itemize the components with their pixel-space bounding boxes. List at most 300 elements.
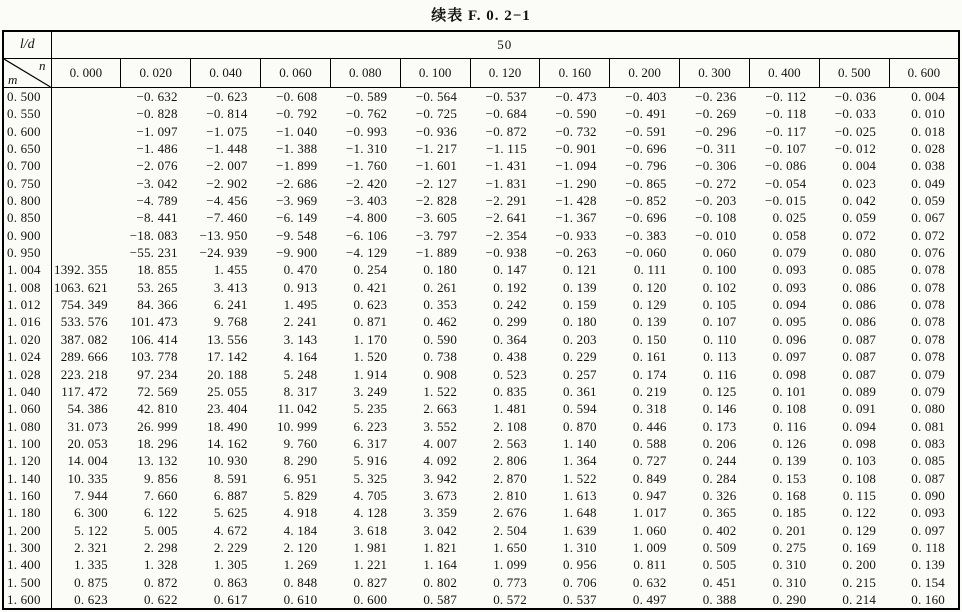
value-cell: 0. 284 xyxy=(702,470,737,486)
value-cell: −0. 015 xyxy=(765,193,807,209)
value-cell: 0. 058 xyxy=(772,227,807,243)
value-cell: 0. 028 xyxy=(911,141,945,157)
value-cell: 1. 335 xyxy=(74,557,108,573)
value-cell: 1. 364 xyxy=(563,453,597,469)
value-cell: 533. 576 xyxy=(60,314,108,330)
value-cell: −0. 792 xyxy=(276,106,318,122)
table-row xyxy=(3,539,959,556)
value-cell: 0. 103 xyxy=(842,453,877,469)
value-cell: −0. 865 xyxy=(625,175,667,191)
value-cell: 0. 125 xyxy=(702,383,737,399)
value-cell: 0. 108 xyxy=(842,470,877,486)
value-cell: 0. 872 xyxy=(143,574,178,590)
value-cell: −1. 431 xyxy=(485,158,527,174)
value-cell: −24. 939 xyxy=(199,245,248,261)
value-cell: −0. 112 xyxy=(765,89,807,104)
table-row xyxy=(3,157,959,174)
value-cell: −0. 473 xyxy=(555,89,597,104)
value-cell: 2. 676 xyxy=(493,505,527,521)
value-cell: 3. 552 xyxy=(423,418,458,434)
value-cell: 0. 290 xyxy=(772,591,807,607)
value-cell: 0. 364 xyxy=(493,331,527,347)
value-cell: −8. 441 xyxy=(136,210,178,226)
value-cell: 0. 497 xyxy=(632,591,667,607)
value-cell: −2. 828 xyxy=(415,193,458,209)
table-row xyxy=(3,452,959,469)
value-cell: 0. 093 xyxy=(911,505,945,521)
value-cell: −2. 291 xyxy=(485,193,527,209)
value-cell: 2. 870 xyxy=(493,470,527,486)
value-cell: −0. 936 xyxy=(415,123,458,139)
column-header-n-0.100: 0. 100 xyxy=(400,59,470,88)
value-cell: −3. 605 xyxy=(415,210,458,226)
value-cell: −0. 725 xyxy=(415,106,458,122)
value-cell: 289. 666 xyxy=(60,349,108,365)
value-cell: −7. 460 xyxy=(206,210,248,226)
value-cell: 0. 244 xyxy=(702,453,737,469)
value-cell: 0. 572 xyxy=(493,591,527,607)
value-cell: −18. 083 xyxy=(129,227,178,243)
value-cell: 2. 663 xyxy=(423,401,458,417)
value-cell: 0. 108 xyxy=(772,401,807,417)
value-cell: 0. 100 xyxy=(702,262,737,278)
value-cell: 0. 067 xyxy=(911,210,945,226)
value-cell: −9. 548 xyxy=(276,227,318,243)
row-label-m: 0. 950 xyxy=(3,244,51,261)
value-cell: 1. 522 xyxy=(563,470,597,486)
value-cell xyxy=(51,140,121,157)
value-cell: 0. 421 xyxy=(353,279,388,295)
value-cell: 18. 490 xyxy=(207,418,248,434)
value-cell: −6. 106 xyxy=(345,227,388,243)
table-row xyxy=(3,574,959,591)
value-cell: 0. 206 xyxy=(702,435,737,451)
value-cell: 0. 219 xyxy=(632,383,667,399)
value-cell: 0. 038 xyxy=(911,158,945,174)
value-cell: 0. 956 xyxy=(563,557,597,573)
value-cell: 5. 122 xyxy=(74,522,108,538)
group-header-50: 50 xyxy=(51,31,959,59)
value-cell: 0. 215 xyxy=(842,574,877,590)
table-row xyxy=(3,192,959,209)
value-cell: 0. 042 xyxy=(842,193,877,209)
value-cell: 0. 623 xyxy=(353,297,388,313)
value-cell: 25. 055 xyxy=(207,383,248,399)
value-cell: 0. 242 xyxy=(493,297,527,313)
row-label-m: 0. 500 xyxy=(3,88,51,106)
row-label-m: 1. 060 xyxy=(3,400,51,417)
value-cell: 0. 361 xyxy=(563,383,597,399)
value-cell: 0. 072 xyxy=(911,227,945,243)
value-cell: 0. 161 xyxy=(632,349,667,365)
value-cell: 1. 310 xyxy=(563,539,597,555)
value-cell: −0. 828 xyxy=(136,106,178,122)
value-cell: 0. 078 xyxy=(911,279,945,295)
value-cell: 0. 706 xyxy=(563,574,597,590)
value-cell: 0. 096 xyxy=(772,331,807,347)
value-cell: −0. 272 xyxy=(695,175,737,191)
value-cell: 0. 446 xyxy=(632,418,667,434)
value-cell: 1. 914 xyxy=(353,366,388,382)
value-cell: 0. 588 xyxy=(632,435,667,451)
row-label-m: 1. 080 xyxy=(3,418,51,435)
value-cell: 0. 871 xyxy=(353,314,388,330)
value-cell: 0. 025 xyxy=(772,210,807,226)
value-cell: 4. 184 xyxy=(283,522,318,538)
value-cell: 7. 944 xyxy=(74,487,108,503)
value-cell: 26. 999 xyxy=(137,418,178,434)
value-cell: 6. 122 xyxy=(143,505,178,521)
value-cell: 387. 082 xyxy=(60,331,108,347)
value-cell: −0. 632 xyxy=(136,89,178,104)
value-cell: −0. 311 xyxy=(695,141,737,157)
table-row xyxy=(3,227,959,244)
value-cell: 1. 099 xyxy=(493,557,527,573)
value-cell: 0. 594 xyxy=(563,401,597,417)
table-row xyxy=(3,296,959,313)
value-cell: −0. 537 xyxy=(485,89,527,104)
value-cell: 0. 509 xyxy=(702,539,737,555)
value-cell: −1. 040 xyxy=(276,123,318,139)
value-cell: 3. 042 xyxy=(423,522,458,538)
row-label-m: 1. 120 xyxy=(3,452,51,469)
value-cell: 1. 639 xyxy=(563,522,597,538)
value-cell: 9. 856 xyxy=(143,470,178,486)
value-cell: 0. 168 xyxy=(772,487,807,503)
value-cell: 1. 495 xyxy=(283,297,318,313)
value-cell: −0. 033 xyxy=(834,106,877,122)
value-cell: 2. 806 xyxy=(493,453,527,469)
value-cell: −1. 310 xyxy=(345,141,388,157)
value-cell: 4. 128 xyxy=(353,505,388,521)
column-header-n-0.160: 0. 160 xyxy=(540,59,610,88)
value-cell: 10. 930 xyxy=(207,453,248,469)
table-row xyxy=(3,383,959,400)
value-cell: 101. 473 xyxy=(130,314,178,330)
value-cell: 0. 537 xyxy=(563,591,597,607)
value-cell: 0. 078 xyxy=(911,262,945,278)
value-cell: 0. 470 xyxy=(283,262,318,278)
value-cell: −0. 306 xyxy=(695,158,737,174)
value-cell: 54. 386 xyxy=(67,401,108,417)
value-cell: −0. 117 xyxy=(765,123,807,139)
value-cell: 0. 079 xyxy=(911,366,945,382)
value-cell xyxy=(51,192,121,209)
value-cell: −0. 383 xyxy=(625,227,667,243)
value-cell: −0. 933 xyxy=(555,227,597,243)
row-label-m: 0. 550 xyxy=(3,105,51,122)
value-cell: 0. 388 xyxy=(702,591,737,607)
table-title: 续表 F. 0. 2−1 xyxy=(431,8,531,24)
diagonal-nm-cell xyxy=(3,59,51,88)
value-cell: 0. 632 xyxy=(632,574,667,590)
value-cell: 5. 625 xyxy=(213,505,248,521)
value-cell: −1. 290 xyxy=(555,175,597,191)
value-cell: 0. 085 xyxy=(911,453,945,469)
value-cell: 5. 248 xyxy=(283,366,318,382)
row-label-m: 0. 850 xyxy=(3,209,51,226)
value-cell: 1. 481 xyxy=(493,401,527,417)
row-label-m: 0. 650 xyxy=(3,140,51,157)
value-cell: −0. 025 xyxy=(834,123,877,139)
value-cell: 14. 162 xyxy=(207,435,248,451)
value-cell: 0. 610 xyxy=(283,591,318,607)
row-label-m: 1. 500 xyxy=(3,574,51,591)
value-cell: −4. 789 xyxy=(136,193,178,209)
value-cell: 2. 120 xyxy=(283,539,318,555)
value-cell: 0. 908 xyxy=(423,366,458,382)
value-cell: 1063. 621 xyxy=(54,279,108,295)
value-cell: 0. 080 xyxy=(911,401,945,417)
value-cell: 0. 098 xyxy=(772,366,807,382)
value-cell: 0. 727 xyxy=(632,453,667,469)
value-cell: 0. 086 xyxy=(842,279,877,295)
value-cell: 0. 116 xyxy=(773,418,807,434)
value-cell xyxy=(51,157,121,174)
value-cell: 0. 107 xyxy=(702,314,737,330)
value-cell: 0. 059 xyxy=(842,210,877,226)
value-cell: 2. 108 xyxy=(493,418,527,434)
value-cell: 0. 081 xyxy=(911,418,945,434)
value-cell: 4. 918 xyxy=(283,505,318,521)
value-cell: −2. 354 xyxy=(485,227,527,243)
value-cell: 0. 079 xyxy=(911,383,945,399)
column-header-n-0.000: 0. 000 xyxy=(51,59,121,88)
table-row xyxy=(3,504,959,521)
row-label-m: 1. 100 xyxy=(3,435,51,452)
value-cell xyxy=(51,88,121,106)
value-cell: 0. 261 xyxy=(423,279,458,295)
value-cell: 1. 305 xyxy=(213,557,248,573)
corner-ld-label: l/d xyxy=(3,31,51,59)
value-cell: −0. 901 xyxy=(555,141,597,157)
value-cell: −1. 760 xyxy=(345,158,388,174)
value-cell: 0. 153 xyxy=(772,470,807,486)
value-cell: 0. 139 xyxy=(772,453,807,469)
column-header-n-0.300: 0. 300 xyxy=(680,59,750,88)
value-cell: 3. 618 xyxy=(353,522,388,538)
table-row xyxy=(3,175,959,192)
value-cell: 0. 622 xyxy=(143,591,178,607)
value-cell: 6. 300 xyxy=(74,505,108,521)
value-cell: 3. 359 xyxy=(423,505,458,521)
value-cell: −3. 042 xyxy=(136,175,178,191)
value-cell: 0. 113 xyxy=(703,349,737,365)
value-cell: 0. 203 xyxy=(563,331,597,347)
table-row xyxy=(3,209,959,226)
value-cell: 0. 004 xyxy=(911,89,945,104)
value-cell: 0. 451 xyxy=(702,574,737,590)
value-cell: 3. 413 xyxy=(213,279,248,295)
value-cell: 0. 087 xyxy=(842,349,877,365)
value-cell: −0. 118 xyxy=(765,106,807,122)
value-cell: 0. 875 xyxy=(74,574,108,590)
table-row xyxy=(3,123,959,140)
row-label-m: 1. 140 xyxy=(3,470,51,487)
value-cell: 1. 455 xyxy=(213,262,248,278)
value-cell: 0. 849 xyxy=(632,470,667,486)
value-cell: −0. 036 xyxy=(834,89,877,104)
value-cell: 0. 150 xyxy=(632,331,667,347)
value-cell: 0. 201 xyxy=(772,522,807,538)
value-cell: 1. 648 xyxy=(563,505,597,521)
value-cell: 5. 235 xyxy=(353,401,388,417)
row-label-m: 0. 750 xyxy=(3,175,51,192)
value-cell: 0. 353 xyxy=(423,297,458,313)
value-cell: 0. 010 xyxy=(911,106,945,122)
value-cell: −1. 601 xyxy=(415,158,458,174)
value-cell: 0. 087 xyxy=(842,331,877,347)
header-row-group xyxy=(3,31,959,59)
table-row xyxy=(3,591,959,609)
value-cell: 0. 059 xyxy=(911,193,945,209)
value-cell: −4. 129 xyxy=(345,245,388,261)
value-cell: 0. 086 xyxy=(842,314,877,330)
value-cell: 0. 863 xyxy=(213,574,248,590)
table-row xyxy=(3,261,959,278)
value-cell: −55. 231 xyxy=(129,245,178,261)
value-cell: 18. 855 xyxy=(137,262,178,278)
value-cell: 0. 214 xyxy=(842,591,877,607)
value-cell: 0. 200 xyxy=(842,557,877,573)
value-cell: 13. 132 xyxy=(137,453,178,469)
value-cell: 1. 060 xyxy=(632,522,667,538)
value-cell: 4. 164 xyxy=(283,349,318,365)
value-cell: 1. 221 xyxy=(353,557,388,573)
value-cell: 1. 328 xyxy=(143,557,178,573)
value-cell: −4. 456 xyxy=(206,193,248,209)
value-cell: 0. 129 xyxy=(632,297,667,313)
value-cell: 18. 296 xyxy=(137,435,178,451)
value-cell: 0. 617 xyxy=(213,591,248,607)
value-cell: −0. 608 xyxy=(276,89,318,104)
value-cell: 2. 563 xyxy=(493,435,527,451)
value-cell: −1. 899 xyxy=(276,158,318,174)
value-cell: 0. 110 xyxy=(703,331,737,347)
value-cell: −0. 564 xyxy=(415,89,458,104)
value-cell: 0. 121 xyxy=(563,262,597,278)
value-cell: 0. 192 xyxy=(493,279,527,295)
value-cell: 0. 254 xyxy=(353,262,388,278)
value-cell: −0. 086 xyxy=(765,158,807,174)
value-cell xyxy=(51,244,121,261)
value-cell: 3. 143 xyxy=(283,331,318,347)
value-cell: 0. 018 xyxy=(911,123,945,139)
value-cell: −0. 054 xyxy=(765,175,807,191)
data-table xyxy=(2,30,960,610)
table-row xyxy=(3,400,959,417)
value-cell: 5. 005 xyxy=(143,522,178,538)
table-row xyxy=(3,418,959,435)
value-cell: 0. 086 xyxy=(842,297,877,313)
value-cell: 20. 188 xyxy=(207,366,248,382)
value-cell: 1. 009 xyxy=(632,539,667,555)
value-cell: 0. 738 xyxy=(423,349,458,365)
value-cell: 0. 365 xyxy=(702,505,737,521)
value-cell: 0. 318 xyxy=(632,401,667,417)
value-cell: 0. 111 xyxy=(633,262,667,278)
value-cell xyxy=(51,175,121,192)
value-cell: −3. 403 xyxy=(345,193,388,209)
value-cell: 106. 414 xyxy=(130,331,178,347)
value-cell: 0. 913 xyxy=(283,279,318,295)
value-cell: −0. 993 xyxy=(345,123,388,139)
value-cell: 0. 139 xyxy=(632,314,667,330)
diag-m-label: m xyxy=(8,72,18,87)
value-cell: 0. 079 xyxy=(772,245,807,261)
value-cell: −0. 852 xyxy=(625,193,667,209)
value-cell: 6. 317 xyxy=(353,435,388,451)
value-cell: −2. 641 xyxy=(485,210,527,226)
value-cell: −1. 217 xyxy=(415,141,458,157)
value-cell: 0. 160 xyxy=(911,591,945,607)
value-cell: 4. 007 xyxy=(423,435,458,451)
value-cell: −2. 127 xyxy=(415,175,458,191)
value-cell: 0. 097 xyxy=(911,522,945,538)
value-cell: −0. 696 xyxy=(625,210,667,226)
row-label-m: 0. 900 xyxy=(3,227,51,244)
value-cell: −0. 590 xyxy=(555,106,597,122)
row-label-m: 1. 024 xyxy=(3,348,51,365)
value-cell: 0. 105 xyxy=(702,297,737,313)
value-cell: −0. 203 xyxy=(695,193,737,209)
value-cell: 0. 947 xyxy=(632,487,667,503)
value-cell: 8. 317 xyxy=(283,383,318,399)
value-cell: 97. 234 xyxy=(137,366,178,382)
value-cell: −9. 900 xyxy=(276,245,318,261)
value-cell: 11. 042 xyxy=(277,401,318,417)
value-cell: 6. 887 xyxy=(213,487,248,503)
column-header-n-0.060: 0. 060 xyxy=(261,59,331,88)
value-cell: 31. 073 xyxy=(67,418,108,434)
value-cell: 0. 085 xyxy=(842,262,877,278)
table-row xyxy=(3,556,959,573)
value-cell: 0. 116 xyxy=(703,366,737,382)
value-cell: −1. 115 xyxy=(486,141,527,157)
value-cell: 0. 087 xyxy=(911,470,945,486)
value-cell: 0. 438 xyxy=(493,349,527,365)
value-cell: 1. 821 xyxy=(423,539,458,555)
value-cell: 6. 223 xyxy=(353,418,388,434)
value-cell: 0. 049 xyxy=(911,175,945,191)
value-cell: −2. 420 xyxy=(345,175,388,191)
value-cell: 72. 569 xyxy=(137,383,178,399)
value-cell: 3. 249 xyxy=(353,383,388,399)
value-cell: −1. 388 xyxy=(276,141,318,157)
value-cell: 5. 325 xyxy=(353,470,388,486)
value-cell: 0. 802 xyxy=(423,574,458,590)
row-label-m: 1. 040 xyxy=(3,383,51,400)
value-cell: 0. 072 xyxy=(842,227,877,243)
value-cell: 13. 556 xyxy=(207,331,248,347)
row-label-m: 1. 200 xyxy=(3,522,51,539)
value-cell: −3. 969 xyxy=(276,193,318,209)
value-cell: −2. 686 xyxy=(276,175,318,191)
value-cell: −0. 236 xyxy=(695,89,737,104)
value-cell: 0. 078 xyxy=(911,349,945,365)
table-row xyxy=(3,435,959,452)
value-cell: 1392. 355 xyxy=(54,262,108,278)
value-cell: 5. 829 xyxy=(283,487,318,503)
row-label-m: 1. 028 xyxy=(3,366,51,383)
value-cell: −0. 060 xyxy=(625,245,667,261)
table-row xyxy=(3,279,959,296)
row-label-m: 1. 020 xyxy=(3,331,51,348)
value-cell: −1. 428 xyxy=(555,193,597,209)
value-cell: −0. 762 xyxy=(345,106,388,122)
value-cell: 42. 810 xyxy=(137,401,178,417)
value-cell: 0. 299 xyxy=(493,314,527,330)
